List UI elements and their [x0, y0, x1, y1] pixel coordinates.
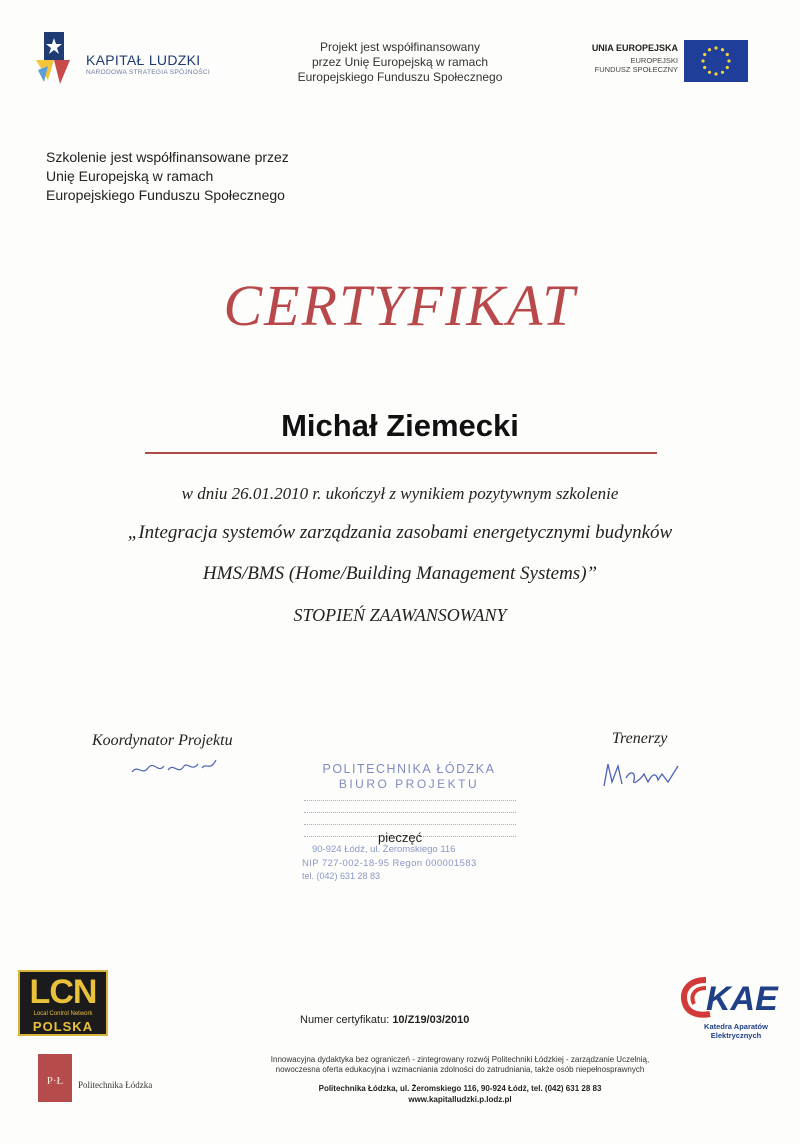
stamp-faded-line	[304, 800, 516, 805]
trainers-signature	[598, 756, 688, 790]
intro-line: Szkolenie jest współfinansowane przez	[46, 149, 289, 165]
lcn-logo-text: LCN	[29, 973, 97, 1011]
course-title-line: „Integracja systemów zarządzania zasobami energetycznymi budynków	[127, 522, 673, 543]
stamp-faded-line	[304, 812, 516, 817]
recipient-name: Michał Ziemecki	[281, 408, 519, 443]
eu-subtitle	[580, 56, 678, 74]
politechnika-name: Politechnika Łódzka	[78, 1080, 153, 1090]
eu-subtitle-line: EUROPEJSKI	[630, 56, 678, 65]
stamp-phone: tel. (042) 631 28 83	[302, 871, 381, 881]
title-divider	[145, 452, 657, 454]
certificate-title: CERTYFIKAT	[223, 273, 577, 338]
eu-title: UNIA EUROPEJSKA	[591, 43, 678, 53]
footer-project-description	[190, 1055, 730, 1075]
stamp-nip: NIP 727-002-18-95 Regon 000001583	[302, 858, 477, 869]
stamp-address: 90-924 Łódź, ul. Żeromskiego 116	[312, 844, 456, 855]
coordinator-signature	[128, 754, 228, 782]
header-center-line: przez Unię Europejską w ramach	[311, 55, 489, 69]
intro-line: Unię Europejską w ramach	[46, 168, 214, 184]
header-center-line: Projekt jest współfinansowany	[319, 40, 481, 54]
kapital-ludzki-subtitle: NARODOWA STRATEGIA SPÓJNOŚCI	[86, 69, 210, 76]
coordinator-label: Koordynator Projektu	[92, 732, 233, 749]
intro-line: Europejskiego Funduszu Społecznego	[46, 187, 285, 203]
footer-line: nowoczesna oferta edukacyjna i wzmacniania zdolności do zatrudniania, także osób niepełnosprawnych	[275, 1065, 645, 1074]
trainers-label: Trenerzy	[612, 730, 668, 747]
stamp-caption: pieczęć	[378, 830, 423, 845]
project-office-stamp	[298, 762, 520, 882]
stamp-institution: POLITECHNIKA ŁÓDZKA	[322, 762, 496, 776]
lcn-logo-subtitle: Local Control Network	[33, 1011, 93, 1017]
footer-url: www.kapitalludzki.p.lodz.pl	[408, 1095, 512, 1104]
kae-logo-text: KAE	[706, 980, 778, 1018]
svg-text:P·Ł: P·Ł	[46, 1075, 64, 1087]
kapital-ludzki-name: KAPITAŁ LUDZKI	[86, 52, 201, 68]
kae-caption-line: Elektrycznych	[710, 1031, 762, 1040]
footer-address: Politechnika Łódzka, ul. Żeromskiego 116, 90-924 Łódź, tel. (042) 631 28 83	[318, 1084, 602, 1093]
header-center-line: Europejskiego Funduszu Społecznego	[297, 70, 503, 84]
kae-caption-line: Katedra Aparatów	[704, 1022, 768, 1031]
certificate-number-label: Numer certyfikatu:	[300, 1014, 390, 1026]
lcn-logo	[18, 970, 108, 1036]
eu-flag-icon	[684, 40, 748, 82]
certificate-number	[300, 1014, 469, 1026]
kae-caption	[688, 1022, 784, 1040]
course-level: STOPIEŃ ZAAWANSOWANY	[293, 605, 507, 625]
completion-statement: w dniu 26.01.2010 r. ukończył z wynikiem pozytywnym szkolenie	[181, 484, 619, 503]
header-cofinancing-note	[280, 40, 520, 85]
politechnika-emblem-icon	[38, 1054, 72, 1102]
footer-line: Innowacyjna dydaktyka bez ograniczeń - zintegrowany rozwój Politechniki Łódzkiej - zarządzanie Uczelnią,	[270, 1055, 650, 1064]
stamp-office: BIURO PROJEKTU	[338, 777, 480, 791]
intro-cofinancing-note	[46, 148, 289, 205]
kapital-ludzki-emblem	[34, 30, 74, 86]
certificate-number-value: 10/Z19/03/2010	[392, 1014, 470, 1026]
stamp-faded-line	[304, 824, 516, 829]
lcn-logo-country: POLSKA	[32, 1019, 94, 1034]
eu-subtitle-line: FUNDUSZ SPOŁECZNY	[594, 65, 678, 74]
course-title-line: HMS/BMS (Home/Building Management Systems)”	[202, 563, 598, 584]
